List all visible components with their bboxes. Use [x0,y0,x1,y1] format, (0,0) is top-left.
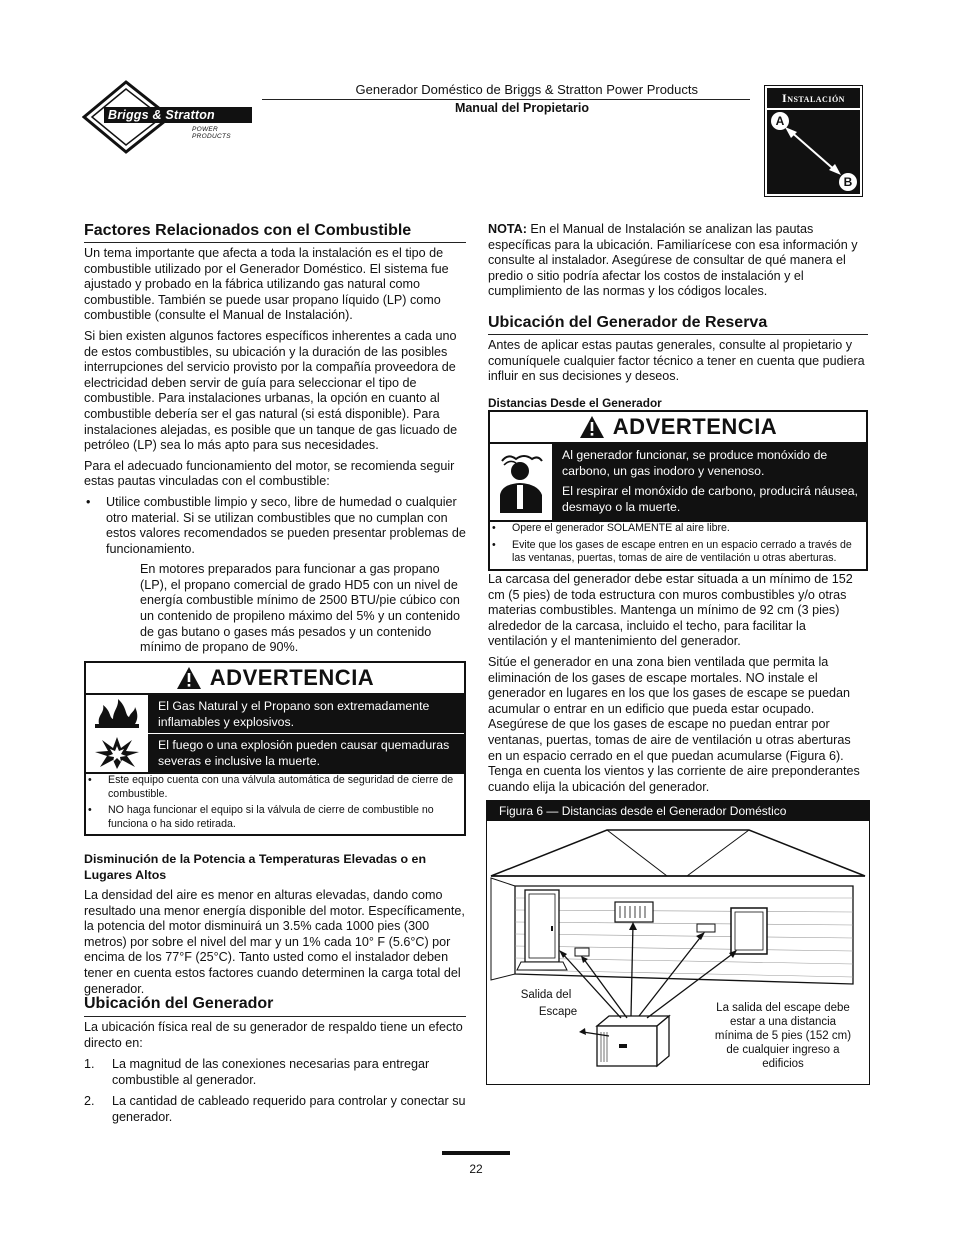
standby-section-title: Ubicación del Generador de Reserva [488,314,768,331]
hazard-text: El fuego o una explosión pueden causar quemaduras severas e inclusive la muerte. [150,734,464,772]
footer-bar [442,1151,510,1155]
derate-subtitle: Disminución de la Potencia a Temperaturas Elevadas o en Lugares Altos [84,852,427,882]
nota-block [488,222,868,300]
list-item: • NO haga funcionar el equipo si la válvula de cierre de combustible no funciona o ha sido retirada. [86,804,464,831]
location-paragraph: La ubicación física real de su generador de respaldo tiene un efecto directo en: [84,1020,463,1050]
nota-text: En el Manual de Instalación se analizan las pautas específicas para la ubicación. Familiarícese con esa información y consulte al instalador. Asegúrese de consultar de qué manera el predio o sitio podría afectar los costos de instalación y el cumplimiento de las normas y los códigos locales. [488,222,858,299]
left-column-bottom [84,851,466,997]
warning-title: ADVERTENCIA [209,665,375,690]
header-rule [262,99,750,100]
fuel-paragraph-3: Para el adecuado funcionamiento del motor, se recomienda seguir estas pautas vinculadas con el combustible: [84,458,455,489]
warning-title: ADVERTENCIA [612,414,778,439]
nota-label: NOTA: [488,222,527,236]
warning-header [490,412,866,444]
warning-list [86,774,464,831]
logo-sub-text: POWER PRODUCTS [192,126,231,140]
list-item: 1. La magnitud de las conexiones necesarias para entregar combustible al generador. [84,1057,430,1087]
point-b-icon [839,173,857,191]
fuel-paragraph-2: Si bien existen algunos factores específicos inherentes a cada uno de estos combustibles, su ubicación y la duración de las posibles interrupciones del servicio provisto por la compañía proveedora de electricidad deben servir de guía para seleccionar el tipo de combustible. Para instalaciones urbanas, la opción en cuanto al combustible debería ser el gas natural (si está disponible). Para instalaciones alejadas, es posible que un tanque de gas licuado de petróleo (LP) sea lo más apto para sus necesidades. [84,328,458,453]
list-item: 2. La cantidad de cableado requerido para controlar y conectar su generador. [84,1094,466,1124]
hazard-block [490,444,866,522]
install-badge-label: Instalación [767,88,860,108]
standby-body [488,338,868,385]
standby-paragraph: Antes de aplicar estas pautas generales, consulte al propietario y comuníquele cualquier factor técnico a tener en cuenta que pudiera influir en sus decisiones y deseos. [488,338,865,384]
hazard-text-panel [554,444,866,520]
derate-paragraph: La densidad del aire es menor en alturas elevadas, dando como resultado una menor energía disponible del motor. Específicamente, la potencia del motor disminuirá un 3.5% cada 1000 pies (300 metros) por sobre el nivel del mar y un 1% cada 10° F (5.6°C) por encima de los 77°F (25°C). Tanto usted como el instalador deben tener en cuenta estos factores cuando determinen la carga total del generador. [84,888,465,996]
clearance-note: La salida del escape debe estar a una distancia mínima de 5 pies (152 cm) de cualquier ingreso a edificios [714,1002,852,1070]
exhaust-label: Salida del Escape [520,989,578,1018]
fuel-indent-paragraph: En motores preparados para funcionar a gas propano (LP), el propano comercial de grado HD5 con un nivel de energía combustible mínimo de 2500 BTU/pie cúbico con un contenido de propileno máximo del 5% y un contenido de gas butano o gases más pesados y un contenido mínimo de propano de 90%. [140,562,460,655]
point-a-icon [771,112,789,130]
placement-paragraph-1: La carcasa del generador debe estar situada a un mínimo de 152 cm (5 pies) de toda estructura con muros combustibles y/o otras materias combustibles. Mantenga un mínimo de 92 cm (3 pies) alrededor de la carcasa, incluido el techo, para facilitar la ventilación y el mantenimiento del generador. [488,572,853,649]
brand-logo [82,80,256,154]
standby-section-rule [488,334,868,335]
toxic-fumes-icon [490,444,554,520]
warning-triangle-icon [579,415,605,439]
location-list [84,1057,466,1125]
fuel-paragraph-1: Un tema importante que afecta a toda la instalación es el tipo de combustible utilizado por el Generador Doméstico. El sistema fue ajustado y probado en la fábrica utilizando gas natural como combustible. También se puede usar propano líquido (LP) como combustible (consulte el Manual de Instalación). [84,246,449,323]
distances-subtitle: Distancias Desde el Generador [488,396,662,410]
logo-brand-text: Briggs & Stratton [108,108,215,122]
fuel-warning-box [84,661,466,836]
document-title: Generador Doméstico de Briggs & Stratton Power Products [355,82,698,97]
fuel-section-title: Factores Relacionados con el Combustible [84,222,412,239]
list-item: • Evite que los gases de escape entren en un espacio cerrado a través de las ventanas, puertas, tomas de aire de ventilación u otras aberturas. [490,539,866,566]
warning-list [490,522,866,566]
nota-paragraph [488,222,868,300]
warning-header [86,663,464,695]
location-section-rule [84,1016,466,1017]
placement-body [488,572,868,795]
list-item: • Utilice combustible limpio y seco, libre de humedad o cualquier otro material. Si se utilizan combustibles que no cumplan con estos valores recomendados se pueden presentar problemas de funcionamiento. [84,495,466,557]
list-item: • Este equipo cuenta con una válvula automática de seguridad de cierre de combustible. [86,774,464,801]
left-column-top [84,246,466,656]
fuel-section-rule [84,242,466,243]
placement-paragraph-2: Sitúe el generador en una zona bien ventilada que permita la eliminación de los gases de escape mortales. NO instale el generador en lugares en los que los gases de escape se puedan acumular o entrar en un edificio que pueda estar ocupado. Asegúrese de que los gases de escape no puedan entrar por ventanas, puertas, tomas de aire de ventilación u otras aberturas en un espacio cerrado en el que puedan acumularse (Figura 6). Tenga en cuenta los vientos y las corriente de aire preponderantes cuando elija la ubicación del generador. [488,654,860,794]
page-number: 22 [469,1162,483,1176]
hazard-row [86,734,464,774]
location-section-title: Ubicación del Generador [84,995,274,1012]
warning-triangle-icon [176,666,202,690]
point-a-label: A [775,114,785,128]
explosion-icon [86,734,150,772]
point-b-label: B [843,175,853,189]
fuel-guidelines-list [84,495,466,557]
install-badge [764,85,863,197]
hazard-text: El Gas Natural y el Propano son extremadamente inflamables y explosivos. [150,695,464,733]
figure-caption: Figura 6 — Distancias desde el Generador Doméstico [487,801,869,821]
figure-6 [486,800,870,1085]
list-item: • Opere el generador SOLAMENTE al aire libre. [490,522,866,536]
hazard-row [86,695,464,734]
document-subtitle: Manual del Propietario [454,101,589,115]
hazard-text: El respirar el monóxido de carbono, producirá náusea, desmayo o la muerte. [554,482,866,518]
install-badge-panel [767,110,860,194]
location-body [84,1020,466,1132]
co-warning-box [488,410,868,571]
hazard-text: Al generador funcionar, se produce monóxido de carbono, un gas inodoro y venenoso. [554,444,866,482]
fire-icon [86,695,150,733]
